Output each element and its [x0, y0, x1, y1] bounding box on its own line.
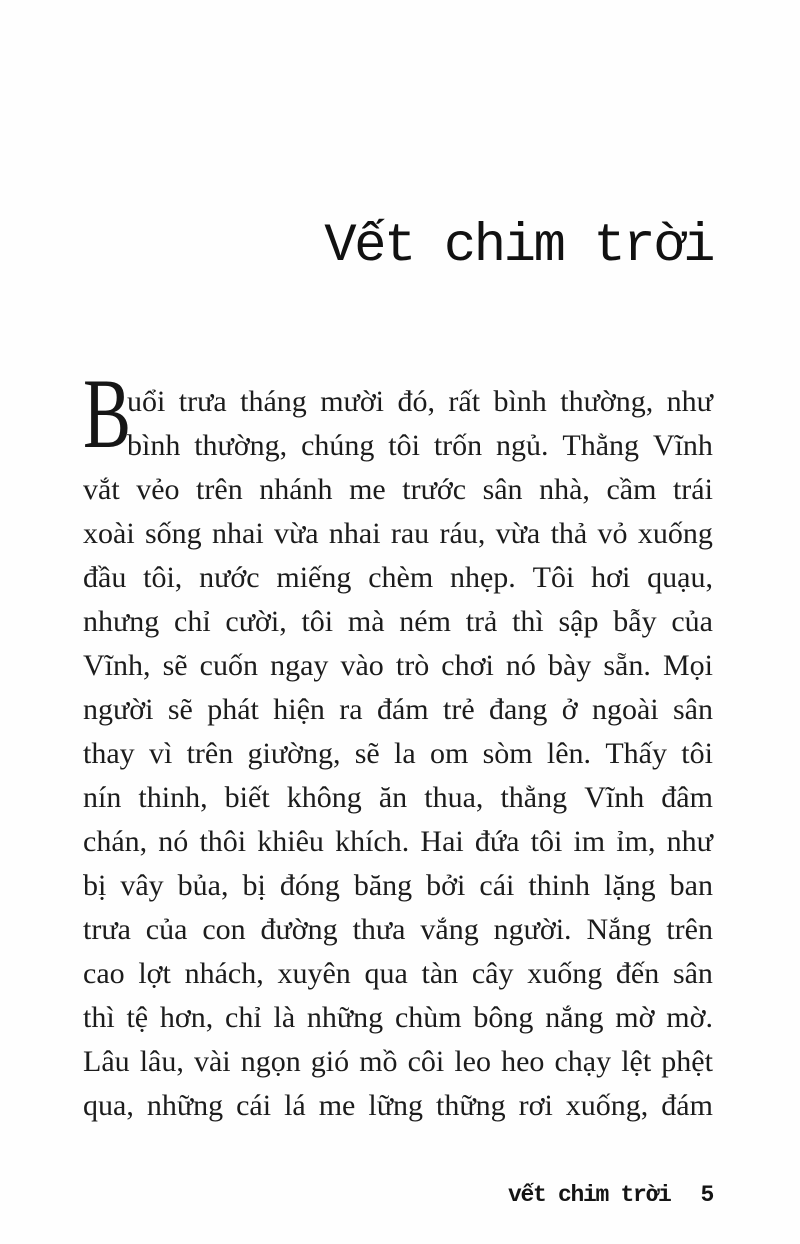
- word: những: [146, 1089, 224, 1122]
- paragraph-line: [83, 561, 713, 605]
- word: bị: [83, 869, 107, 902]
- word: chạy: [554, 1045, 612, 1078]
- word: vắt: [83, 473, 120, 506]
- word: rau: [390, 517, 430, 550]
- word: bủa,: [177, 869, 229, 902]
- word: trên: [196, 473, 243, 506]
- word: ỉm,: [616, 825, 656, 858]
- paragraph-line: [83, 1001, 713, 1045]
- word: tôi,: [143, 561, 183, 594]
- word: sòm: [482, 737, 533, 770]
- word: bình: [127, 429, 181, 462]
- word: như: [666, 825, 713, 858]
- word: sập: [558, 605, 599, 638]
- word: của: [671, 605, 713, 638]
- word: những: [306, 1001, 384, 1034]
- word: biết: [224, 781, 270, 814]
- word: ngủ.: [496, 429, 549, 462]
- word: xuống: [527, 957, 603, 990]
- word: qua,: [83, 1089, 134, 1122]
- paragraph-line: [83, 1045, 713, 1089]
- word: trò: [395, 649, 430, 682]
- word: thả: [550, 517, 588, 550]
- paragraph-line: [83, 385, 713, 429]
- word: thinh: [528, 869, 591, 902]
- word: chỉ: [174, 605, 211, 638]
- word: trưa: [178, 385, 227, 418]
- word: lệt: [621, 1045, 652, 1078]
- word: qua: [364, 957, 408, 990]
- word: ngọn: [240, 1045, 301, 1078]
- word: nước: [199, 561, 260, 594]
- word: cầm: [606, 473, 657, 506]
- paragraph-line: [83, 781, 713, 825]
- word: của: [145, 913, 188, 946]
- word: như: [666, 385, 713, 418]
- word: thường,: [194, 429, 288, 462]
- word: trưa: [83, 913, 131, 946]
- word: sẽ: [167, 693, 193, 726]
- word: người: [83, 693, 154, 726]
- word: uổi: [127, 385, 166, 418]
- word: lợt: [138, 957, 171, 990]
- word: xuống,: [565, 1089, 649, 1122]
- word: hơi: [591, 561, 631, 594]
- word: vỏ: [597, 517, 628, 550]
- word: cười,: [225, 605, 287, 638]
- word: đang: [489, 693, 548, 726]
- paragraph-line: [83, 1089, 713, 1133]
- word: ráu,: [439, 517, 486, 550]
- paragraph-line: [83, 869, 713, 913]
- word: bẫy: [613, 605, 657, 638]
- page-footer: [83, 1182, 713, 1208]
- word: nhà,: [539, 473, 590, 506]
- word: Thằng: [562, 429, 640, 462]
- word: thua,: [424, 781, 484, 814]
- word: băng: [353, 869, 413, 902]
- word: ở: [561, 693, 578, 726]
- word: trên: [186, 737, 234, 770]
- word: gió: [310, 1045, 350, 1078]
- word: la: [394, 737, 416, 770]
- word: cái: [479, 869, 515, 902]
- word: thững: [435, 1089, 506, 1122]
- word: trái: [672, 473, 713, 506]
- chapter-title: Vết chim trời: [324, 216, 713, 277]
- word: sân: [673, 693, 713, 726]
- word: xoài: [83, 517, 135, 550]
- word: thì: [83, 1001, 115, 1034]
- word: đám: [661, 1089, 713, 1122]
- word: bị: [242, 869, 266, 902]
- word: Lâu: [83, 1045, 130, 1078]
- word: mờ.: [666, 1001, 713, 1034]
- word: cái: [236, 1089, 272, 1122]
- word: giường,: [247, 737, 341, 770]
- word: chúng: [301, 429, 375, 462]
- word: Mọi: [662, 649, 713, 682]
- word: trẻ: [443, 693, 475, 726]
- word: khiêu: [257, 825, 324, 858]
- paragraph-line: [83, 473, 713, 517]
- word: vừa: [273, 517, 319, 550]
- word: mười: [320, 385, 385, 418]
- paragraph-line: [83, 693, 713, 737]
- word: heo: [501, 1045, 545, 1078]
- word: trên: [666, 913, 713, 946]
- word: thôi: [199, 825, 247, 858]
- word: nhưng: [83, 605, 160, 638]
- word: Nắng: [586, 913, 652, 946]
- word: đứa: [474, 825, 520, 858]
- word: lên.: [546, 737, 592, 770]
- word: mồ: [359, 1045, 398, 1078]
- word: cao: [83, 957, 125, 990]
- word: đâm: [661, 781, 713, 814]
- word: sẵn.: [603, 649, 651, 682]
- word: xuyên: [277, 957, 351, 990]
- word: tôi: [530, 825, 563, 858]
- word: ném: [399, 605, 451, 638]
- word: tôi: [388, 429, 420, 462]
- word: im: [573, 825, 606, 858]
- word: vài: [193, 1045, 231, 1078]
- word: thằng: [500, 781, 568, 814]
- paragraph-line: [83, 825, 713, 869]
- paragraph-line: [83, 517, 713, 561]
- word: côi: [407, 1045, 445, 1078]
- paragraph-line: [83, 649, 713, 693]
- word: quạu,: [647, 561, 713, 594]
- word: cuốn: [199, 649, 258, 682]
- word: nhách,: [184, 957, 264, 990]
- word: ngoài: [591, 693, 659, 726]
- word: vào: [340, 649, 384, 682]
- word: thay: [83, 737, 135, 770]
- word: Thấy: [605, 737, 667, 770]
- paragraph-line: [83, 957, 713, 1001]
- word: đóng: [279, 869, 340, 902]
- word: chèm: [368, 561, 434, 594]
- word: bình: [493, 385, 547, 418]
- word: đám: [376, 693, 429, 726]
- word: tôi: [681, 737, 713, 770]
- word: ngay: [270, 649, 329, 682]
- word: tàn: [421, 957, 459, 990]
- drop-cap: B: [83, 358, 132, 469]
- word: tôi: [301, 605, 334, 638]
- word: tháng: [240, 385, 307, 418]
- paragraph: [83, 358, 713, 1133]
- paragraph-line: [83, 429, 713, 473]
- word: bày: [547, 649, 592, 682]
- word: nhai: [328, 517, 381, 550]
- word: chơi: [441, 649, 494, 682]
- word: bởi: [426, 869, 466, 902]
- paragraph-line: [83, 737, 713, 781]
- word: ra: [339, 693, 363, 726]
- word: rất: [448, 385, 481, 418]
- word: nắng: [545, 1001, 604, 1034]
- word: mờ: [615, 1001, 655, 1034]
- word: ăn: [378, 781, 408, 814]
- word: om: [429, 737, 469, 770]
- word: lâu,: [139, 1045, 184, 1078]
- word: thinh,: [138, 781, 208, 814]
- word: sân: [672, 957, 713, 990]
- word: vì: [148, 737, 173, 770]
- word: sống: [144, 517, 202, 550]
- word: hiện: [273, 693, 325, 726]
- word: sẽ: [162, 649, 188, 682]
- word: mà: [347, 605, 385, 638]
- word: Vĩnh,: [83, 649, 151, 682]
- word: lững: [368, 1089, 423, 1122]
- word: vẻo: [136, 473, 180, 506]
- page-number: 5: [700, 1182, 713, 1208]
- word: lá: [284, 1089, 306, 1122]
- word: thường,: [560, 385, 654, 418]
- word: leo: [454, 1045, 491, 1078]
- word: thưa: [352, 913, 406, 946]
- word: miếng: [276, 561, 352, 594]
- running-title: vết chim trời: [507, 1182, 671, 1208]
- word: thì: [512, 605, 544, 638]
- word: Tôi: [532, 561, 575, 594]
- word: vừa: [495, 517, 541, 550]
- word: me: [349, 473, 386, 506]
- word: vây: [120, 869, 164, 902]
- word: tệ: [126, 1001, 149, 1034]
- word: trốn: [433, 429, 483, 462]
- word: nhẹp.: [449, 561, 516, 594]
- word: lặng: [604, 869, 656, 902]
- word: nhai: [212, 517, 264, 550]
- word: sẽ: [354, 737, 380, 770]
- word: đầu: [83, 561, 127, 594]
- word: là: [273, 1001, 296, 1034]
- word: nó: [505, 649, 536, 682]
- word: phát: [207, 693, 259, 726]
- word: me: [318, 1089, 356, 1122]
- word: người.: [493, 913, 572, 946]
- word: không: [286, 781, 362, 814]
- word: nín: [83, 781, 122, 814]
- word: trả: [465, 605, 498, 638]
- word: Hai: [420, 825, 464, 858]
- word: chỉ: [225, 1001, 262, 1034]
- word: Vĩnh: [652, 429, 713, 462]
- paragraph-line: [83, 605, 713, 649]
- word: chùm: [394, 1001, 462, 1034]
- word: đó,: [397, 385, 435, 418]
- word: đường: [260, 913, 338, 946]
- word: chán,: [83, 825, 148, 858]
- word: Vĩnh: [584, 781, 645, 814]
- word: hơn,: [159, 1001, 214, 1034]
- word: đến: [615, 957, 660, 990]
- word: vắng: [420, 913, 479, 946]
- word: xuống: [637, 517, 713, 550]
- word: sân: [482, 473, 523, 506]
- word: khích.: [335, 825, 410, 858]
- word: ban: [669, 869, 713, 902]
- word: phệt: [661, 1045, 713, 1078]
- word: nhánh: [259, 473, 333, 506]
- word: con: [202, 913, 246, 946]
- paragraph-line: [83, 913, 713, 957]
- word: bông: [473, 1001, 534, 1034]
- word: rơi: [518, 1089, 553, 1122]
- word: nó: [158, 825, 189, 858]
- word: trước: [402, 473, 467, 506]
- word: cây: [471, 957, 514, 990]
